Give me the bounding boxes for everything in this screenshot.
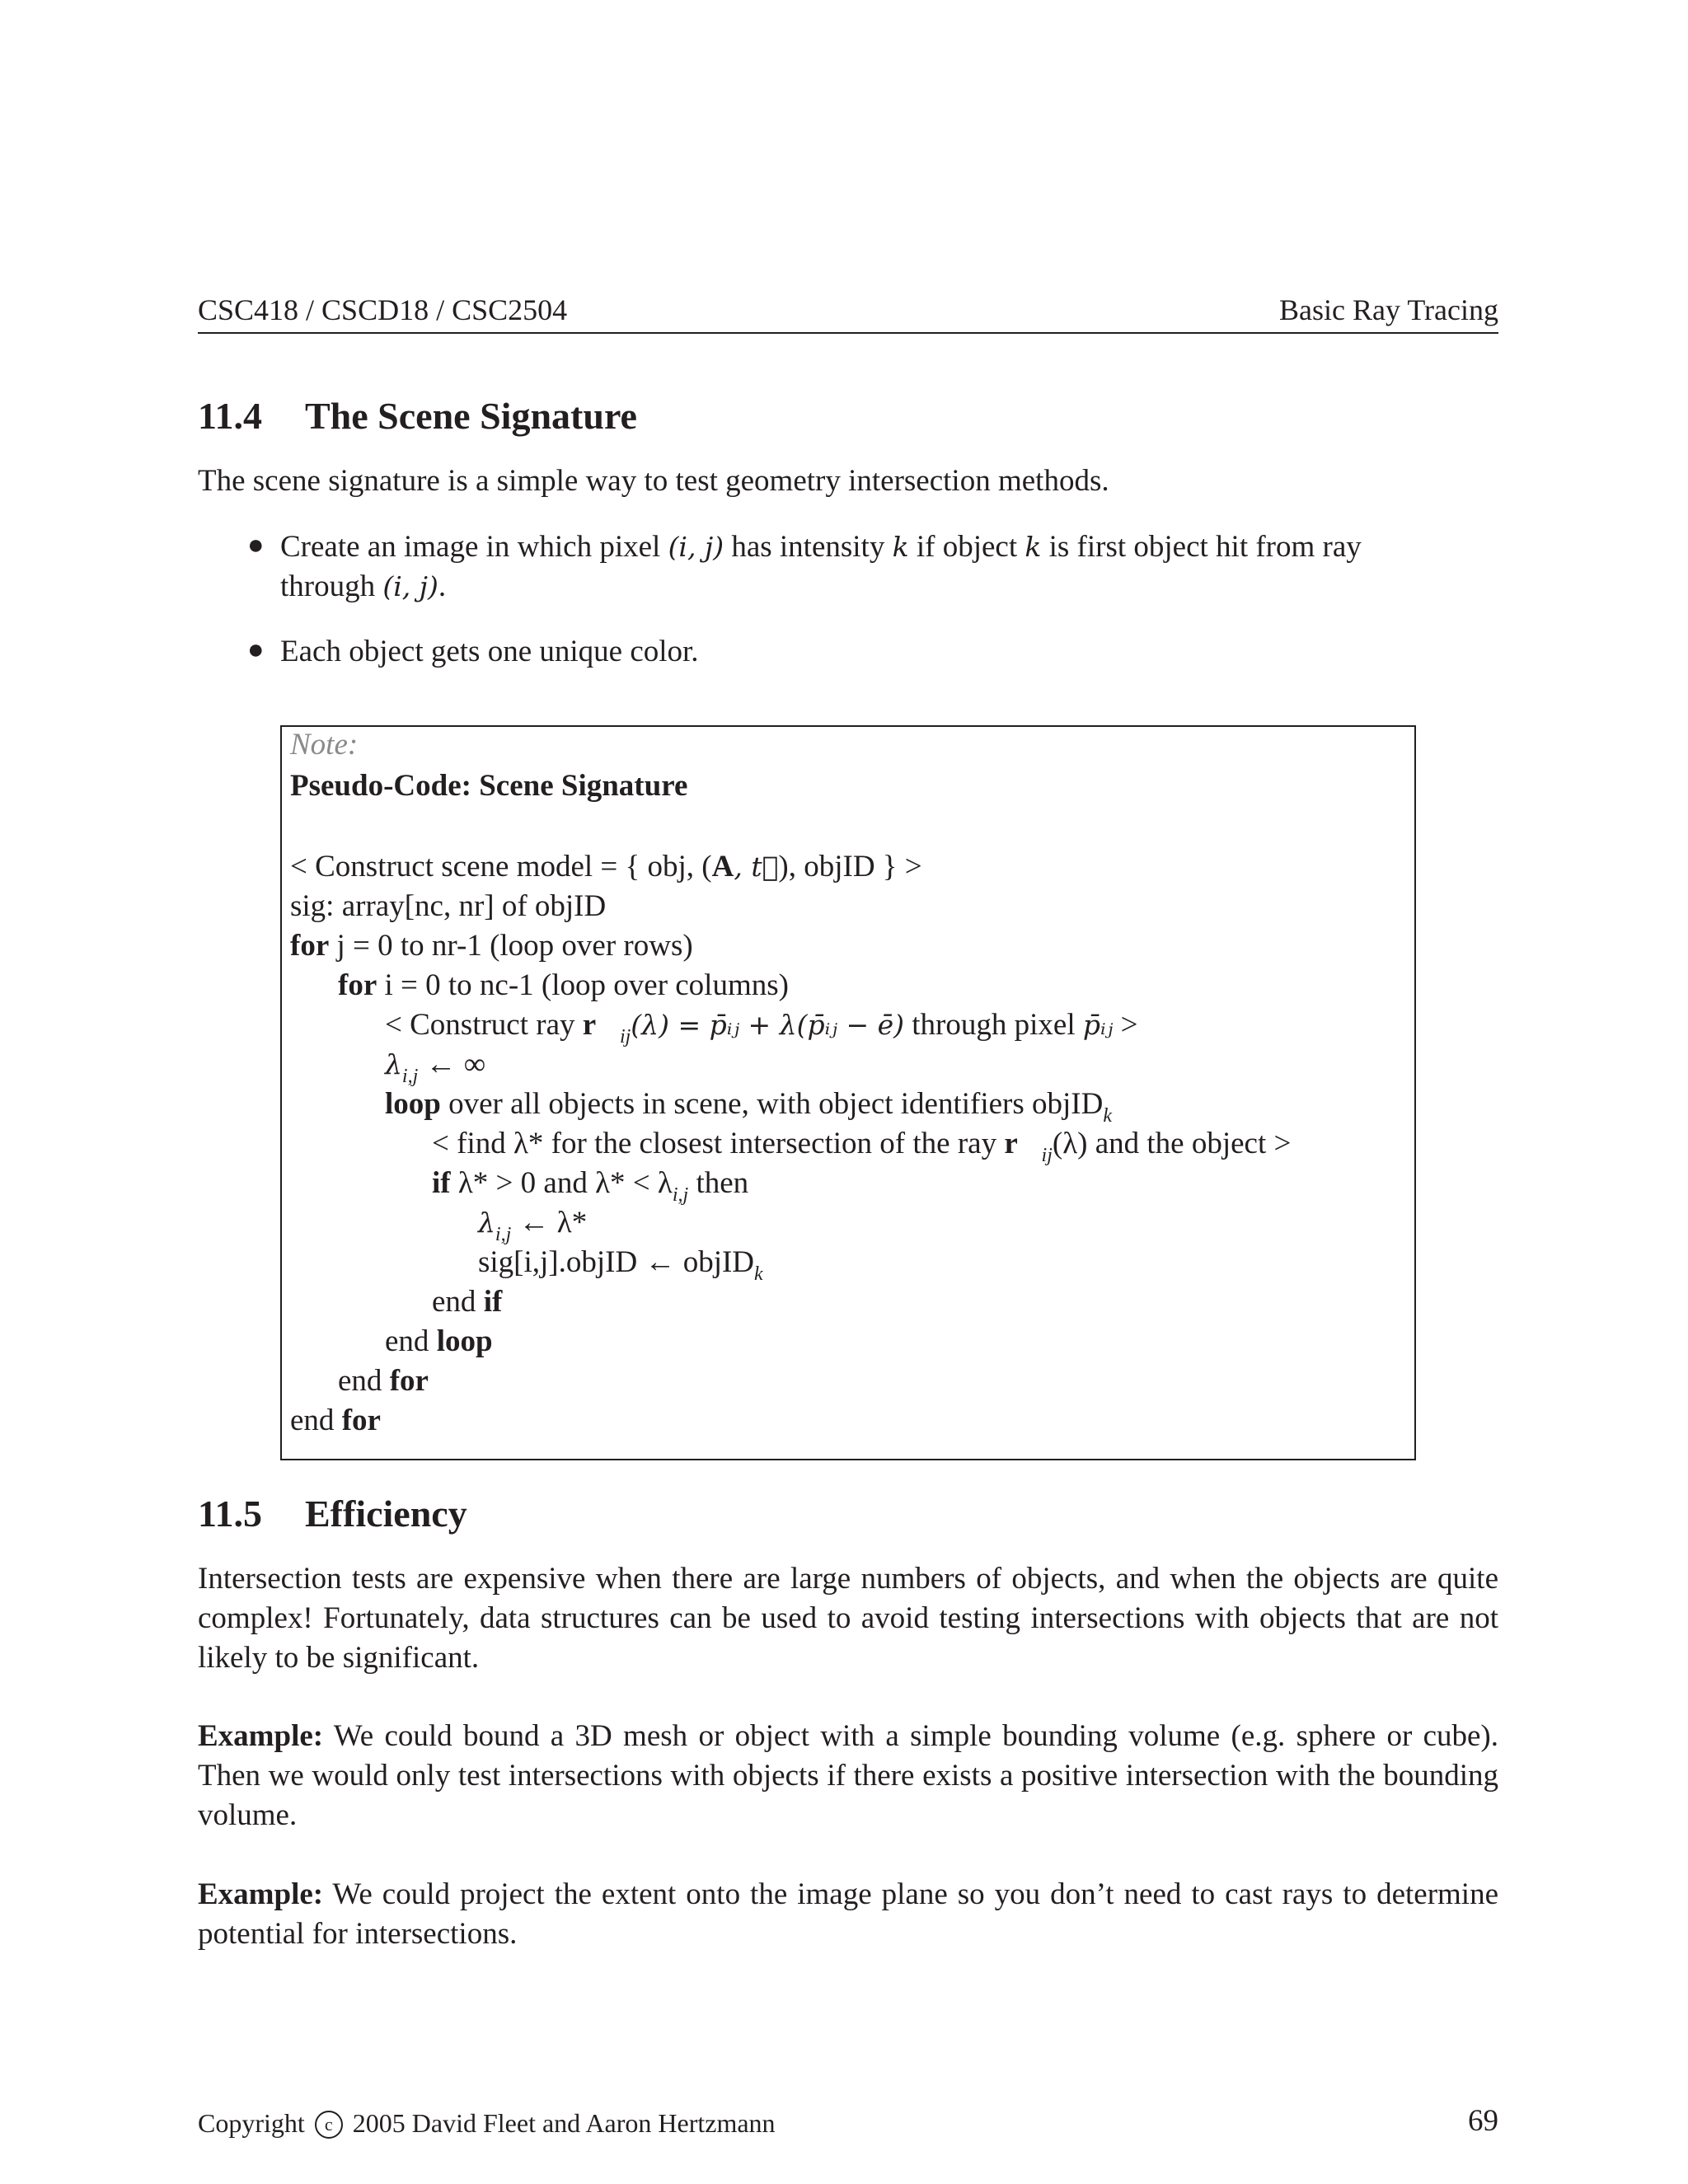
math-lambda: λ bbox=[478, 1207, 495, 1239]
example-label: Example: bbox=[198, 1877, 324, 1911]
code-line-14 bbox=[338, 1361, 429, 1401]
copyright-icon: c bbox=[315, 2111, 343, 2139]
code-text: end bbox=[432, 1285, 484, 1319]
note-title: Pseudo-Code: Scene Signature bbox=[290, 769, 688, 803]
math-k: k bbox=[892, 531, 909, 563]
section-intro: The scene signature is a simple way to test geometry intersection methods. bbox=[198, 464, 1109, 498]
math-A: A bbox=[711, 850, 734, 883]
code-line-4 bbox=[338, 966, 789, 1005]
math-subscript: k bbox=[754, 1263, 763, 1285]
section-title: Efficiency bbox=[305, 1493, 467, 1535]
example-text: We could project the extent onto the image plane so you don’t need to cast rays to determine potential for intersections. bbox=[198, 1877, 1498, 1951]
bullet-item-1 bbox=[280, 527, 1498, 607]
code-keyword: if bbox=[483, 1285, 503, 1319]
math-pixel: p̄ᵢⱼ bbox=[1082, 1009, 1114, 1041]
math-subscript: i,j bbox=[672, 1184, 689, 1206]
code-line-3 bbox=[290, 926, 693, 966]
code-line-2: sig: array[nc, nr] of objID bbox=[290, 889, 607, 923]
code-keyword: if bbox=[432, 1166, 451, 1200]
note-label: Note: bbox=[290, 728, 359, 762]
code-keyword: for bbox=[338, 968, 377, 1002]
bullet-text: through bbox=[280, 569, 376, 603]
bullet-icon: ● bbox=[247, 530, 265, 560]
math-subscript: k bbox=[1103, 1105, 1113, 1127]
example-label: Example: bbox=[198, 1719, 324, 1753]
example-paragraph-2 bbox=[198, 1875, 1498, 1954]
code-text: < Construct ray bbox=[385, 1008, 583, 1042]
copyright-text: Copyright bbox=[198, 2108, 305, 2138]
code-text: λ* > 0 and λ* < λ bbox=[450, 1166, 673, 1200]
math-subscript: i,j bbox=[495, 1224, 512, 1245]
code-text: over all objects in scene, with object identifiers objID bbox=[440, 1087, 1104, 1121]
running-header-topic: Basic Ray Tracing bbox=[1279, 293, 1498, 326]
code-line-11 bbox=[478, 1243, 763, 1294]
code-line-1 bbox=[290, 847, 922, 887]
section-title: The Scene Signature bbox=[305, 395, 637, 437]
bullet-text: . bbox=[438, 569, 447, 603]
section-number: 11.4 bbox=[198, 395, 262, 437]
copyright-footer bbox=[198, 2108, 776, 2139]
math-ray-eq: (λ) = p̄ᵢⱼ + λ(p̄ᵢⱼ − ē) bbox=[631, 1009, 905, 1041]
code-line-12 bbox=[432, 1282, 502, 1322]
math-pixel: (i, j) bbox=[668, 531, 724, 563]
code-line-5 bbox=[385, 1005, 1137, 1057]
section-number: 11.5 bbox=[198, 1493, 262, 1535]
header-rule bbox=[198, 332, 1498, 334]
example-paragraph-1 bbox=[198, 1717, 1498, 1835]
code-keyword: for bbox=[389, 1364, 429, 1398]
bullet-text: has intensity bbox=[731, 530, 885, 564]
code-text: sig[i,j].objID ← objID bbox=[478, 1245, 755, 1279]
code-text: ← λ* bbox=[511, 1206, 588, 1240]
math-k: k bbox=[1025, 531, 1042, 563]
code-line-13 bbox=[385, 1322, 493, 1361]
page-number: 69 bbox=[1468, 2104, 1498, 2138]
code-text: j = 0 to nr-1 (loop over rows) bbox=[329, 929, 693, 963]
code-text: ← ∞ bbox=[418, 1047, 486, 1081]
bullet-icon: ● bbox=[247, 635, 265, 665]
code-text: then bbox=[688, 1166, 749, 1200]
code-keyword: loop bbox=[436, 1324, 493, 1358]
math-subscript: i,j bbox=[401, 1066, 419, 1087]
section-heading-11-5 bbox=[198, 1492, 467, 1535]
code-text: end bbox=[290, 1404, 342, 1437]
math-ray: r⃗ bbox=[582, 1008, 620, 1042]
code-text: end bbox=[338, 1364, 390, 1398]
copyright-text: 2005 David Fleet and Aaron Hertzmann bbox=[352, 2108, 776, 2138]
math-subscript: ij bbox=[619, 1026, 631, 1047]
section-heading-11-4 bbox=[198, 394, 637, 438]
example-text: We could bound a 3D mesh or object with a simple bounding volume (e.g. sphere or cube). Then we would only test intersections with objects if there exists a positive intersection with the bounding volume. bbox=[198, 1719, 1498, 1832]
math-ray: r⃗ bbox=[1004, 1127, 1042, 1160]
code-text: end bbox=[385, 1324, 437, 1358]
code-text: < find λ* for the closest intersection of the ray bbox=[432, 1127, 1005, 1160]
bullet-text: Create an image in which pixel bbox=[280, 530, 661, 564]
math-t: , t⃗ bbox=[734, 851, 779, 883]
bullet-item-2: Each object gets one unique color. bbox=[280, 635, 699, 668]
code-text: through pixel bbox=[904, 1008, 1083, 1042]
code-text: ), objID } > bbox=[778, 850, 922, 883]
code-keyword: loop bbox=[385, 1087, 441, 1121]
bullet-text: is first object hit from ray bbox=[1048, 530, 1362, 564]
efficiency-paragraph: Intersection tests are expensive when there are large numbers of objects, and when the objects are quite complex! Fortunately, data structures can be used to avoid testing intersections with objects that are not likely to be significant. bbox=[198, 1562, 1498, 1675]
code-text: (λ) and the object > bbox=[1052, 1127, 1292, 1160]
code-keyword: for bbox=[290, 929, 330, 963]
math-subscript: ij bbox=[1041, 1145, 1053, 1166]
bullet-text: if object bbox=[916, 530, 1018, 564]
running-header-course: CSC418 / CSCD18 / CSC2504 bbox=[198, 293, 568, 326]
code-line-15 bbox=[290, 1401, 381, 1441]
code-text: < Construct scene model = { obj, ( bbox=[290, 850, 712, 883]
math-lambda: λ bbox=[385, 1048, 402, 1080]
code-text: i = 0 to nc-1 (loop over columns) bbox=[377, 968, 789, 1002]
code-text: > bbox=[1113, 1008, 1138, 1042]
math-pixel: (i, j) bbox=[382, 570, 438, 602]
code-keyword: for bbox=[341, 1404, 381, 1437]
